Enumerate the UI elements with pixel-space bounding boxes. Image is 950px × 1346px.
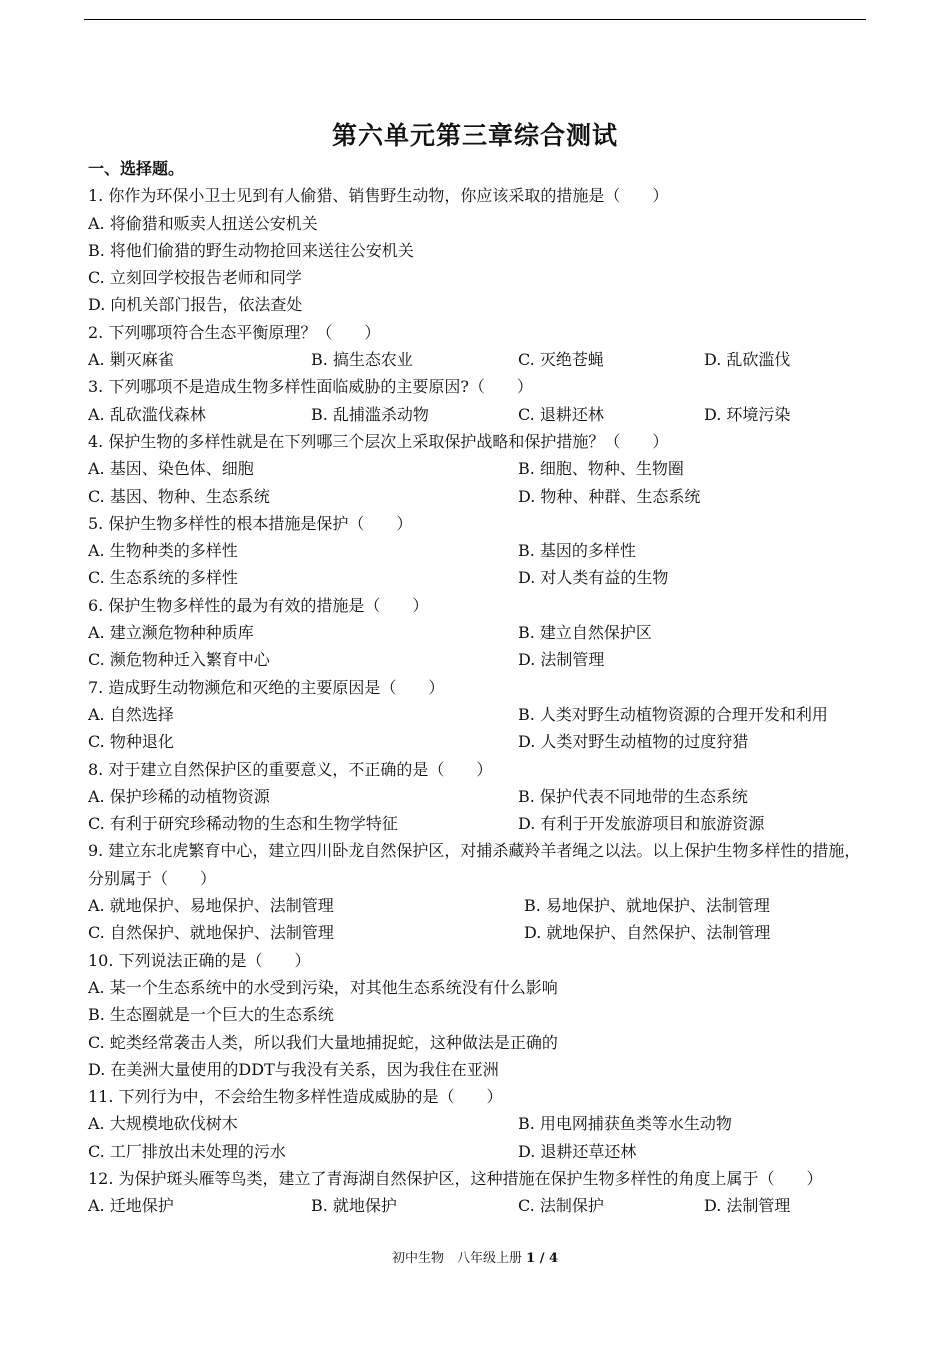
option[interactable]: B. 将他们偷猎的野生动物抢回来送往公安机关: [88, 240, 414, 260]
option[interactable]: D. 有利于开发旅游项目和旅游资源: [518, 814, 765, 834]
option[interactable]: D. 人类对野生动植物的过度狩猎: [518, 732, 749, 752]
question-list: [88, 155, 868, 1220]
option-row: [88, 455, 868, 482]
option[interactable]: A. 基因、染色体、细胞: [88, 459, 254, 479]
option-row: [88, 564, 868, 591]
option[interactable]: A. 生物种类的多样性: [88, 541, 238, 561]
section-heading: 一、选择题。: [88, 159, 185, 178]
option[interactable]: C. 法制保护: [518, 1196, 604, 1216]
option[interactable]: D. 就地保护、自然保护、法制管理: [524, 923, 771, 943]
question-stem: 6. 保护生物多样性的最为有效的措施是（ ）: [88, 595, 429, 615]
option[interactable]: B. 保护代表不同地带的生态系统: [518, 786, 748, 806]
question-stem: 1. 你作为环保小卫士见到有人偷猎、销售野生动物，你应该采取的措施是（ ）: [88, 186, 669, 206]
option[interactable]: C. 基因、物种、生态系统: [88, 486, 270, 506]
header-rule: [84, 19, 866, 20]
option-row: [88, 646, 868, 673]
page-number: 1 / 4: [526, 1251, 559, 1266]
page-footer: [0, 1247, 950, 1266]
option-row: [88, 728, 868, 755]
option[interactable]: A. 大规模地砍伐树木: [88, 1114, 238, 1134]
option[interactable]: C. 工厂排放出未处理的污水: [88, 1141, 286, 1161]
question-stem: 12. 为保护斑头雁等鸟类，建立了青海湖自然保护区，这种措施在保护生物多样性的角度上属于（ ）: [88, 1168, 823, 1188]
option[interactable]: D. 在美洲大量使用的DDT与我没有关系，因为我住在亚洲: [88, 1059, 499, 1079]
option[interactable]: D. 环境污染: [704, 404, 791, 424]
option[interactable]: C. 灭绝苍蝇: [518, 350, 604, 370]
option-row: [88, 346, 868, 373]
option[interactable]: A. 剿灭麻雀: [88, 350, 174, 370]
option[interactable]: C. 立刻回学校报告老师和同学: [88, 268, 302, 288]
question-stem: 11. 下列行为中，不会给生物多样性造成威胁的是（ ）: [88, 1087, 503, 1107]
option[interactable]: B. 乱捕滥杀动物: [311, 404, 429, 424]
option[interactable]: B. 基因的多样性: [518, 541, 636, 561]
option[interactable]: D. 法制管理: [704, 1196, 791, 1216]
question-stem: 10. 下列说法正确的是（ ）: [88, 950, 311, 970]
page-title: 第六单元第三章综合测试: [331, 121, 618, 150]
option[interactable]: C. 蛇类经常袭击人类，所以我们大量地捕捉蛇，这种做法是正确的: [88, 1032, 558, 1052]
option-row: [88, 619, 868, 646]
option[interactable]: C. 物种退化: [88, 732, 174, 752]
option[interactable]: A. 建立濒危物种种质库: [88, 623, 254, 643]
option[interactable]: D. 对人类有益的生物: [518, 568, 669, 588]
option[interactable]: D. 乱砍滥伐: [704, 350, 791, 370]
option-row: [88, 1192, 868, 1219]
option-row: [88, 1138, 868, 1165]
option-row: [88, 701, 868, 728]
option[interactable]: C. 生态系统的多样性: [88, 568, 238, 588]
option[interactable]: A. 迁地保护: [88, 1196, 174, 1216]
option[interactable]: C. 濒危物种迁入繁育中心: [88, 650, 270, 670]
question-stem: 5. 保护生物多样性的根本措施是保护（ ）: [88, 513, 413, 533]
option[interactable]: B. 搞生态农业: [311, 350, 413, 370]
option[interactable]: A. 就地保护、易地保护、法制管理: [88, 896, 334, 916]
option[interactable]: C. 退耕还林: [518, 404, 604, 424]
option[interactable]: A. 将偷猎和贩卖人扭送公安机关: [88, 213, 318, 233]
footer-label: 初中生物 八年级上册: [391, 1251, 522, 1266]
option[interactable]: B. 用电网捕获鱼类等水生动物: [518, 1114, 732, 1134]
option[interactable]: D. 向机关部门报告，依法查处: [88, 295, 303, 315]
option-row: [88, 537, 868, 564]
option[interactable]: C. 自然保护、就地保护、法制管理: [88, 923, 334, 943]
option[interactable]: D. 法制管理: [518, 650, 605, 670]
option[interactable]: B. 易地保护、就地保护、法制管理: [524, 896, 770, 916]
option[interactable]: B. 细胞、物种、生物圈: [518, 459, 684, 479]
question-stem: 8. 对于建立自然保护区的重要意义，不正确的是（ ）: [88, 759, 493, 779]
option[interactable]: A. 乱砍滥伐森林: [88, 404, 206, 424]
option[interactable]: B. 就地保护: [311, 1196, 397, 1216]
question-stem: 4. 保护生物的多样性就是在下列哪三个层次上采取保护战略和保护措施？（ ）: [88, 431, 669, 451]
option[interactable]: D. 退耕还草还林: [518, 1141, 637, 1161]
option[interactable]: A. 自然选择: [88, 704, 174, 724]
option[interactable]: B. 生态圈就是一个巨大的生态系统: [88, 1005, 334, 1025]
option-row: [88, 483, 868, 510]
option[interactable]: B. 人类对野生动植物资源的合理开发和利用: [518, 704, 828, 724]
option-row: [88, 783, 868, 810]
option[interactable]: C. 有利于研究珍稀动物的生态和生物学特征: [88, 814, 398, 834]
question-stem: 2. 下列哪项符合生态平衡原理？（ ）: [88, 322, 381, 342]
option-row: [88, 892, 868, 919]
option-row: [88, 810, 868, 837]
option[interactable]: D. 物种、种群、生态系统: [518, 486, 701, 506]
question-stem: 9. 建立东北虎繁育中心，建立四川卧龙自然保护区，对捕杀藏羚羊者绳之以法。以上保护生物多样性的措施，分别属于（ ）: [88, 841, 861, 888]
option-row: [88, 919, 868, 946]
option[interactable]: A. 保护珍稀的动植物资源: [88, 786, 270, 806]
question-stem: 3. 下列哪项不是造成生物多样性面临威胁的主要原因?（ ）: [88, 377, 533, 397]
option[interactable]: B. 建立自然保护区: [518, 623, 652, 643]
option-row: [88, 1110, 868, 1137]
option-row: [88, 401, 868, 428]
option[interactable]: A. 某一个生态系统中的水受到污染，对其他生态系统没有什么影响: [88, 977, 558, 997]
question-stem: 7. 造成野生动物濒危和灭绝的主要原因是（ ）: [88, 677, 445, 697]
